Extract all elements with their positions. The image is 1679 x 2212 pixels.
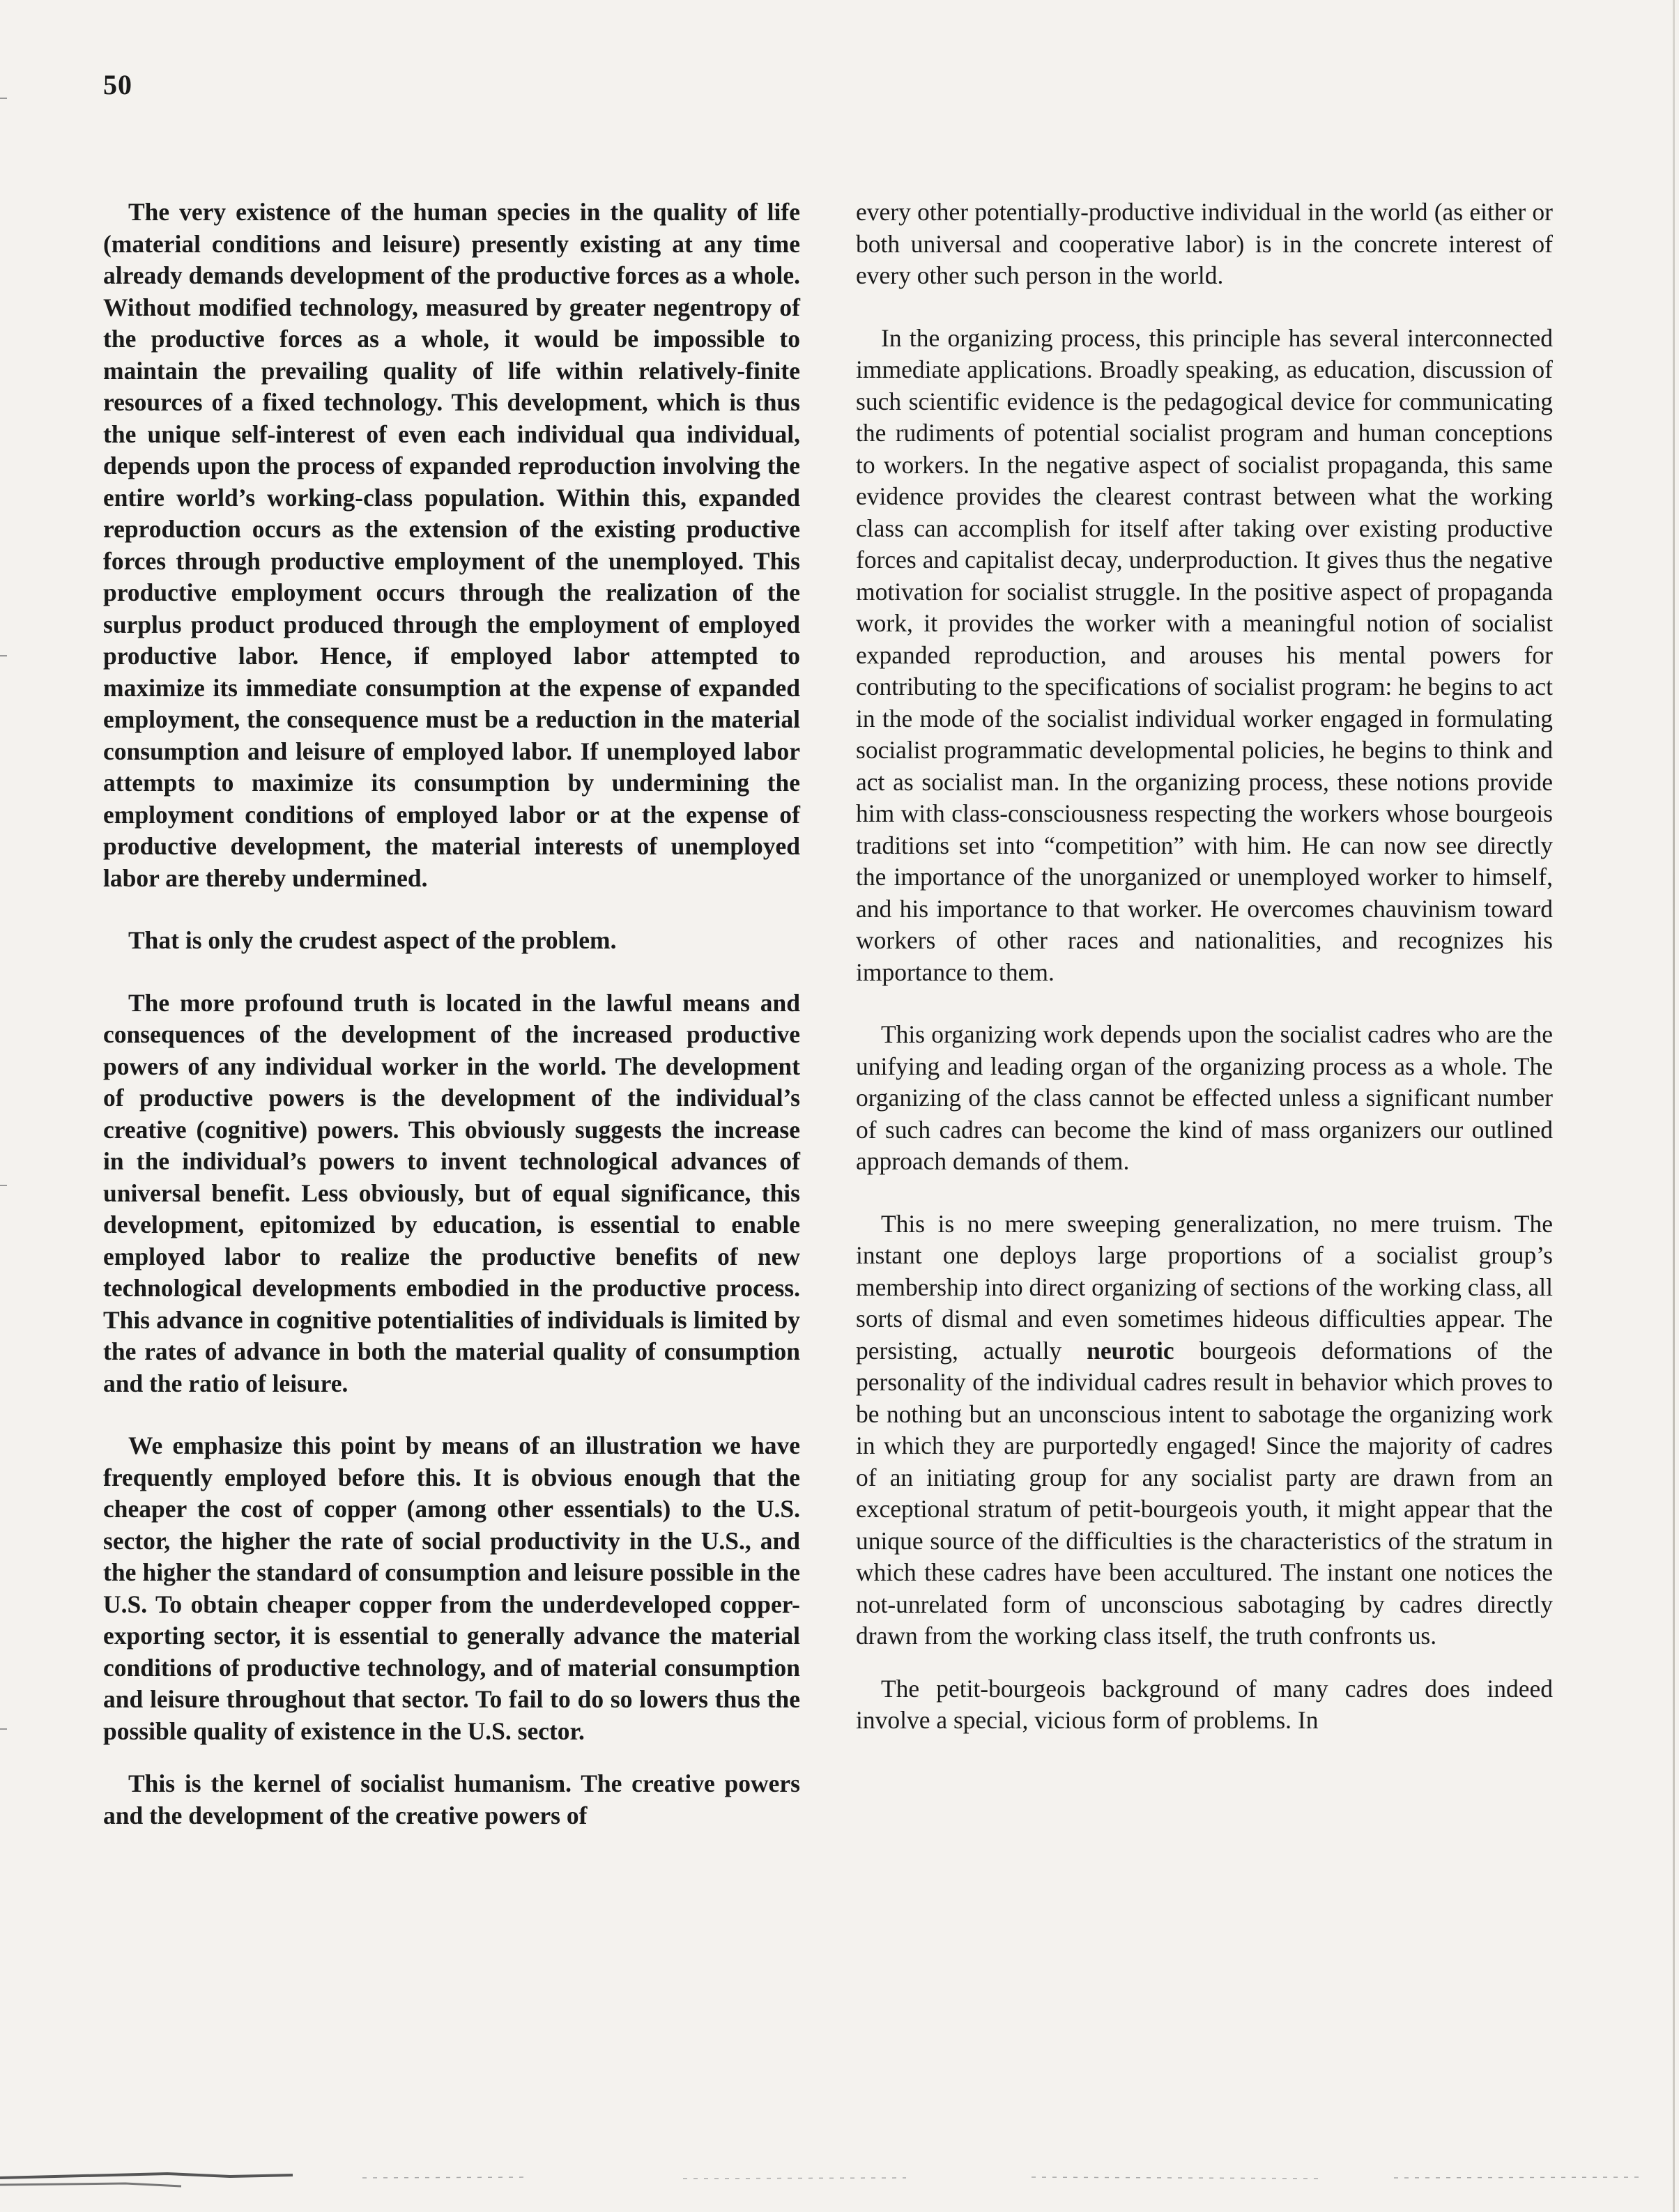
left-column <box>103 197 800 2036</box>
margin-mark <box>0 1728 7 1730</box>
paragraph: That is only the crudest aspect of the problem. <box>128 926 617 954</box>
emphasized-word: neurotic <box>1087 1336 1174 1365</box>
paragraph: every other potentially-productive individual in the world (as either or both universal and cooperative labor) is in the concrete interest of every other such person in the world. <box>856 198 1553 289</box>
margin-mark <box>0 98 7 99</box>
margin-mark <box>0 1185 7 1186</box>
page-edge-shadow <box>1673 0 1675 2212</box>
paragraph: The petit-bourgeois background of many cadres does indeed involve a special, vicious form of problems. In <box>856 1674 1553 1734</box>
paragraph: We emphasize this point by means of an illustration we have frequently employed before this. It is obvious enough that the cheaper the cost of copper (among other essentials) to the U.S. sector, the higher the rate of social productivity in the U.S., and the higher the standard of consumption and leisure possible in the U.S. To obtain cheaper copper from the underdeveloped copper-exporting sector, it is essential to generally advance the material conditions of productive technology, and of material consumption and leisure throughout that sector. To fail to do so lowers thus the possible quality of existence in the U.S. sector. <box>103 1431 800 1745</box>
margin-mark <box>0 655 7 656</box>
scan-smudge <box>0 2164 1679 2192</box>
paragraph: The more profound truth is located in the lawful means and consequences of the development of the increased productive powers of any individual worker in the world. The development of productive powers is the development of the individual’s creative (cognitive) powers. This obviously suggests the increase in the individual’s powers to invent technological advances of universal benefit. Less obviously, but of equal significance, this development, epitomized by education, is essential to enable employed labor to realize the productive benefits of new technological developments embodied in the productive process. This advance in cognitive potentialities of individuals is limited by the rates of advance in both the material quality of consumption and the ratio of leisure. <box>103 988 800 1397</box>
paragraph: The very existence of the human species in the quality of life (material conditions and leisure) presently existing at any time already demands development of the productive forces as a whole. Without modified technology, measured by greater negentropy of the productive forces as a whole, it would be impossible to maintain the prevailing quality of life within relatively-finite resources of a fixed technology. This development, which is thus the unique self-interest of even each individual qua individual, depends upon the process of expanded reproduction involving the entire world’s working-class population. Within this, expanded reproduction occurs as the extension of the existing productive forces through productive employment of the unemployed. This productive employment occurs through the realization of the surplus product produced through the employment of employed productive labor. Hence, if employed labor attempted to maximize its immediate consumption at the expense of expanded employment, the consequence must be a reduction in the material consumption and leisure of employed labor. If unemployed labor attempts to maximize its consumption by undermining the employment conditions of employed labor or at the expense of productive development, the material interests of unemployed labor are thereby undermined. <box>103 198 800 892</box>
paragraph: This organizing work depends upon the socialist cadres who are the unifying and leading organ of the organizing process as a whole. The organizing of the class cannot be effected unless a significant number of such cadres can become the kind of mass organizers our outlined approach demands of them. <box>856 1020 1553 1175</box>
paragraph: In the organizing process, this principle has several interconnected immediate applications. Broadly speaking, as education, discussion of such scientific evidence is the pedagogical device for communicating the rudiments of potential socialist program and human conceptions to workers. In the negative aspect of socialist propaganda, this same evidence provides the clearest contrast between what the working class can accomplish for itself after taking over existing productive forces and capitalist decay, underproduction. It gives thus the negative motivation for socialist struggle. In the positive aspect of propaganda work, it provides the worker with a meaningful notion of socialist expanded reproduction, and arouses his mental powers for contributing to the specifications of socialist program: he begins to act in the mode of the socialist individual worker engaged in formulating socialist programmatic developmental policies, he begins to think and act as socialist man. In the organizing process, these notions provide him with class-consciousness respecting the workers whose bourgeois traditions set into “competition” with him. He can now see directly the importance of the unorganized or unemployed worker to himself, and his importance to that worker. He overcomes chauvinism toward workers of other races and nationalities, and recognizes his importance to them. <box>856 323 1553 986</box>
paragraph: This is no mere sweeping generalization, no mere truism. The instant one deploys large proportions of a socialist group’s membership into direct organizing of sections of the working class, all sorts of dismal and even sometimes hideous difficulties appear. The persisting, actually neurotic bourgeois deformations of the personality of the individual cadres result in behavior which proves to be nothing but an unconscious intent to sabotage the organizing work in which they are purportedly engaged! Since the majority of cadres of an initiating group for any socialist party are drawn from an exceptional stratum of petit-bourgeois youth, it might appear that the unique source of the difficulties is the characteristics of the stratum in which these cadres have been accultured. The instant one notices the not-unrelated form of unconscious sabotaging by cadres directly drawn from the working class itself, the truth confronts us. <box>856 1209 1554 1650</box>
paragraph: This is the kernel of socialist humanism. The creative powers and the development of the creative powers of <box>103 1769 800 1829</box>
right-column <box>856 197 1553 2036</box>
page-number: 50 <box>103 69 132 100</box>
